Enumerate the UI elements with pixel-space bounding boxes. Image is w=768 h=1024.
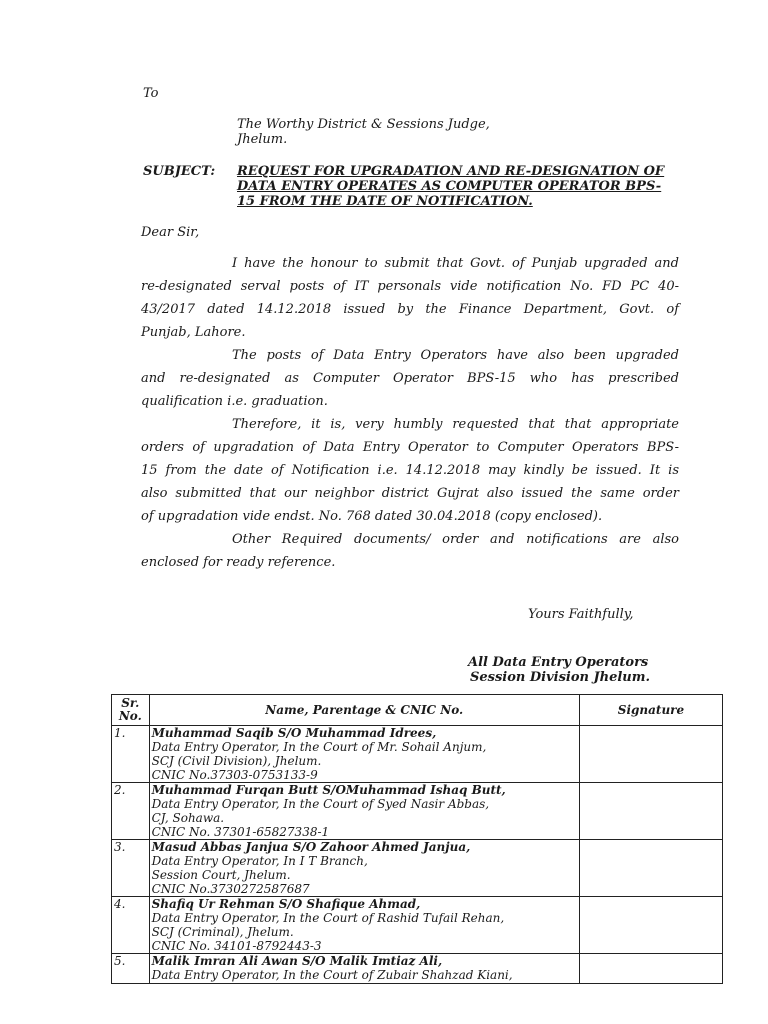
row-name: Muhammad Saqib S/O Muhammad Idrees, — [151, 726, 437, 740]
body-line: enclosed for ready reference. — [141, 555, 336, 570]
closing: Yours Faithfully, — [528, 607, 634, 622]
row-designation: Data Entry Operator, In I T Branch, — [151, 854, 368, 868]
subject-line-1: REQUEST FOR UPGRADATION AND RE-DESIGNATION OF — [237, 164, 665, 179]
row-location: Session Court, Jhelum. — [151, 868, 291, 882]
row-name: Masud Abbas Janjua S/O Zahoor Ahmed Janjua, — [151, 840, 471, 854]
row-details — [149, 783, 579, 840]
row-designation: Data Entry Operator, In the Court of Syed Nasir Abbas, — [151, 797, 490, 811]
signatory-line-2: Session Division Jhelum. — [470, 670, 651, 685]
row-sr: 1. — [112, 726, 150, 783]
row-name: Malik Imran Ali Awan S/O Malik Imtiaz Ali, — [151, 954, 443, 968]
body-line: qualification i.e. graduation. — [141, 394, 328, 409]
row-location: CJ, Sohawa. — [151, 811, 225, 825]
body-line: re-designated serval posts of IT personals vide notification No. FD PC 40- — [141, 279, 679, 294]
row-details — [149, 726, 579, 783]
addressee-line-2: Jhelum. — [237, 132, 288, 147]
body-line: 43/2017 dated 14.12.2018 issued by the Finance Department, Govt. of — [141, 302, 679, 317]
signature-table — [111, 694, 723, 984]
table-row — [112, 726, 723, 783]
row-cnic: CNIC No. 34101-8792443-3 — [151, 939, 322, 953]
to-label: To — [143, 86, 159, 101]
row-details — [149, 897, 579, 954]
signatory-line-1: All Data Entry Operators — [468, 655, 649, 670]
row-details — [149, 840, 579, 897]
body-line: and re-designated as Computer Operator BPS-15 who has prescribed — [141, 371, 679, 386]
subject-line-2: DATA ENTRY OPERATES AS COMPUTER OPERATOR BPS- — [237, 179, 662, 194]
letter-body — [141, 252, 679, 574]
body-line: Punjab, Lahore. — [141, 325, 246, 340]
body-line: Therefore, it is, very humbly requested that that appropriate — [232, 417, 679, 432]
row-details — [149, 954, 579, 984]
table-header-row — [112, 695, 723, 726]
body-line: Other Required documents/ order and notifications are also — [232, 532, 679, 547]
body-line: orders of upgradation of Data Entry Operator to Computer Operators BPS- — [141, 440, 679, 455]
table-row — [112, 954, 723, 984]
row-location: SCJ (Criminal), Jhelum. — [151, 925, 294, 939]
row-designation: Data Entry Operator, In the Court of Rashid Tufail Rehan, — [151, 911, 505, 925]
body-line: 15 from the date of Notification i.e. 14.12.2018 may kindly be issued. It is — [141, 463, 679, 478]
body-line: of upgradation vide endst. No. 768 dated 30.04.2018 (copy enclosed). — [141, 509, 603, 524]
row-sr: 4. — [112, 897, 150, 954]
body-line: also submitted that our neighbor district Gujrat also issued the same order — [141, 486, 679, 501]
table-row — [112, 783, 723, 840]
addressee-line-1: The Worthy District & Sessions Judge, — [237, 117, 490, 132]
subject-line-3: 15 FROM THE DATE OF NOTIFICATION. — [237, 194, 533, 209]
row-sr: 5. — [112, 954, 150, 984]
row-signature-cell[interactable] — [579, 840, 722, 897]
row-cnic: CNIC No.37303-0753133-9 — [151, 768, 318, 782]
row-cnic: CNIC No. 37301-65827338-1 — [151, 825, 330, 839]
row-designation: Data Entry Operator, In the Court of Zubair Shahzad Kiani, — [151, 968, 513, 982]
row-name: Muhammad Furqan Butt S/OMuhammad Ishaq Butt, — [151, 783, 506, 797]
row-designation: Data Entry Operator, In the Court of Mr. Sohail Anjum, — [151, 740, 487, 754]
body-line: I have the honour to submit that Govt. of Punjab upgraded and — [232, 256, 679, 271]
row-signature-cell[interactable] — [579, 954, 722, 984]
subject-label: SUBJECT: — [143, 164, 216, 179]
table-row — [112, 840, 723, 897]
salutation: Dear Sir, — [141, 225, 200, 240]
row-sr: 3. — [112, 840, 150, 897]
header-sr-no — [112, 695, 150, 726]
row-sr: 2. — [112, 783, 150, 840]
table-row — [112, 897, 723, 954]
row-signature-cell[interactable] — [579, 726, 722, 783]
row-signature-cell[interactable] — [579, 783, 722, 840]
row-signature-cell[interactable] — [579, 897, 722, 954]
header-sr-no-label: Sr. No. — [118, 696, 142, 723]
header-signature: Signature — [579, 695, 722, 726]
row-name: Shafiq Ur Rehman S/O Shafique Ahmad, — [151, 897, 421, 911]
row-location: SCJ (Civil Division), Jhelum. — [151, 754, 322, 768]
header-name: Name, Parentage & CNIC No. — [149, 695, 579, 726]
row-cnic: CNIC No.3730272587687 — [151, 882, 310, 896]
body-line: The posts of Data Entry Operators have also been upgraded — [232, 348, 679, 363]
